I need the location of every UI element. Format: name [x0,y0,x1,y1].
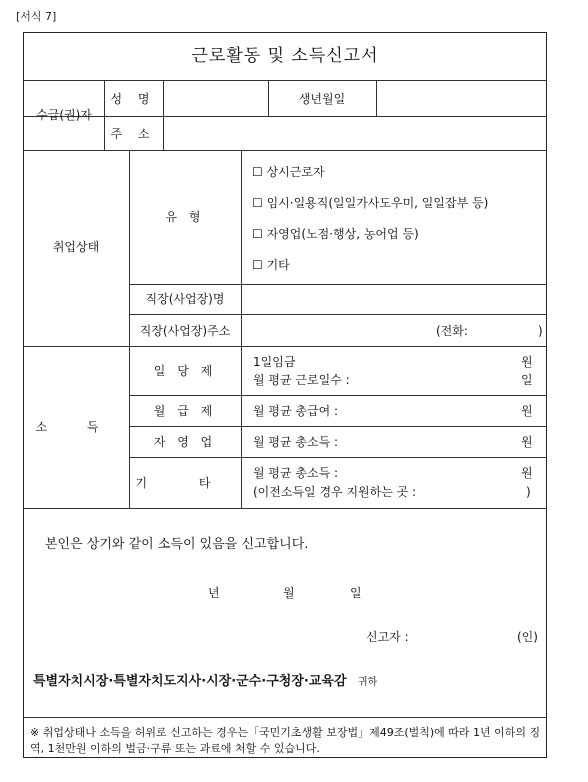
won-unit: 원 [521,435,533,449]
workplace-address-label: 직장(사업장)주소 [139,324,231,338]
address-field[interactable] [164,117,546,149]
daily-wage-label: 1일임금 [253,355,296,369]
name-field[interactable] [164,81,267,115]
divider [23,508,547,509]
won-unit: 원 [521,404,533,418]
phone-label: (전화: [436,324,468,338]
penalty-notice: ※ 취업상태나 소득을 허위로 신고하는 경우는「국민기초생활 보장법」제49조(벌칙)에 따라 1년 이하의 징역, 1천만원 이하의 벌금·구류 또는 과료에 처할 수 있습니다. [30,726,541,755]
year-label: 년 [208,586,220,600]
monthly-salary-label: 월 평균 총급여 : [253,404,339,418]
divider [129,457,547,458]
recipient-label: 수급(권)자 [36,108,92,122]
birth-date-field[interactable] [377,81,546,115]
transfer-close: ) [526,485,531,499]
workplace-name-field[interactable] [242,285,546,313]
divider [23,150,547,151]
phone-close: ) [538,324,543,338]
addressee: 특별자치시장·특별자치도지사·시장·군수·구청장·교육감 [33,674,347,689]
reporter-label: 신고자 : [366,630,409,644]
name-label: 성 명 [110,92,156,106]
employment-type-label: 유 형 [165,210,205,224]
divider [268,80,269,116]
daily-wage-type: 일 당 제 [153,364,217,378]
declaration-statement: 본인은 상기와 같이 소득이 있음을 신고합니다. [45,537,309,552]
workplace-address-field[interactable] [242,315,422,345]
income-label: 소 득 [35,420,117,434]
honorific: 귀하 [358,677,378,688]
option-self-employed[interactable]: ☐ 자영업(노점·행상, 농어업 등) [252,227,419,241]
option-other[interactable]: ☐ 기타 [252,258,290,272]
seal-mark: (인) [517,630,538,644]
workplace-name-label: 직장(사업장)명 [145,292,225,306]
option-temporary-worker[interactable]: ☐ 임시·일용직(일일가사도우미, 일일잡부 등) [252,196,489,210]
divider [23,717,547,718]
won-unit: 원 [521,355,533,369]
monthly-salary-type: 월 급 제 [153,404,217,418]
day-unit: 일 [521,373,533,387]
birth-date-label: 생년월일 [298,92,346,106]
divider [129,426,547,427]
page-title: 근로활동 및 소득신고서 [191,46,379,66]
other-type: 기 타 [135,476,235,490]
divider [23,346,547,347]
divider [129,395,547,396]
day-label: 일 [350,586,362,600]
workdays-label: 월 평균 근로일수 : [253,373,350,387]
option-regular-worker[interactable]: ☐ 상시근로자 [252,165,325,179]
divider [104,80,105,150]
employment-status-label: 취업상태 [52,240,100,254]
month-label: 월 [283,586,295,600]
self-employed-income-label: 월 평균 총소득 : [253,435,339,449]
address-label: 주 소 [110,127,156,141]
won-unit: 원 [521,466,533,480]
transfer-income-source-label: (이전소득일 경우 지원하는 곳 : [253,485,417,499]
other-income-label: 월 평균 총소득 : [253,466,339,480]
form-number: [서식 7] [16,10,57,23]
reporter-signature-field[interactable] [418,624,514,646]
self-employed-type: 자 영 업 [153,435,217,449]
divider [129,150,130,508]
